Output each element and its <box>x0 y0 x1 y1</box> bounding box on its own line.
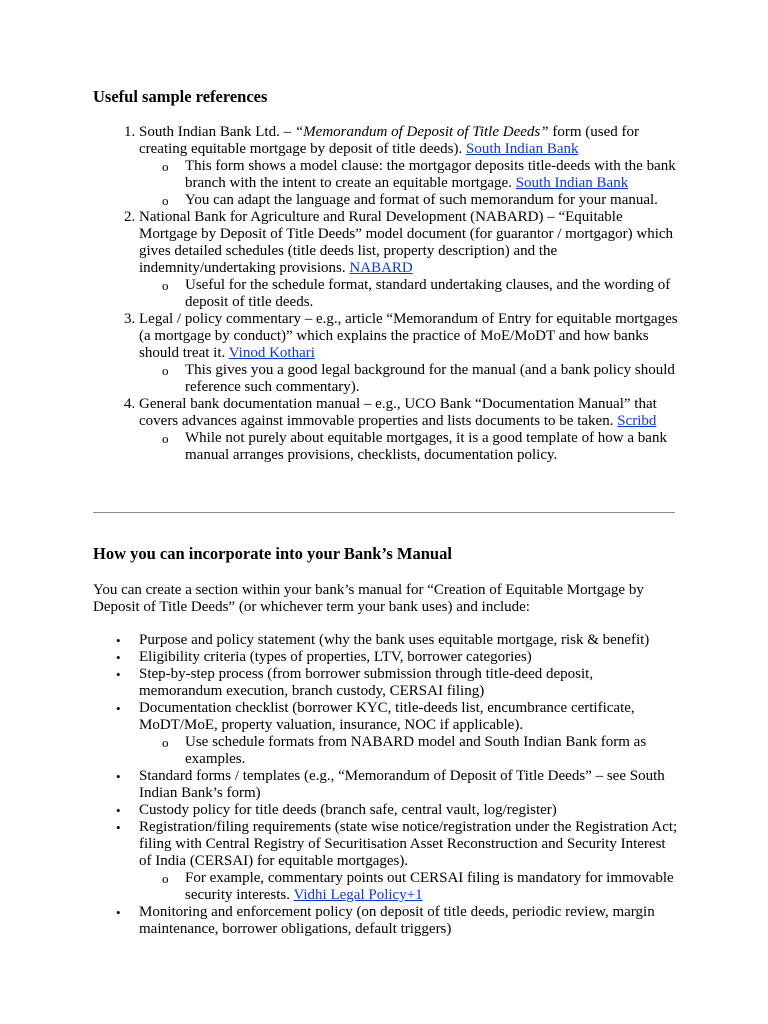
bullet-text: Standard forms / templates (e.g., “Memorandum of Deposit of Title Deeds” – see South Indian Bank’s form) <box>139 768 665 801</box>
bullet-text: Purpose and policy statement (why the bank uses equitable mortgage, risk & benefit) <box>139 632 650 648</box>
bullet-item <box>139 768 678 802</box>
references-list <box>93 124 678 464</box>
sub-item <box>185 734 678 768</box>
checklist-bullets <box>93 632 678 938</box>
bullet-item <box>139 819 678 904</box>
sub-item <box>185 870 678 904</box>
bullet-item <box>139 632 678 649</box>
sub-list <box>139 158 678 209</box>
sub-item-text: While not purely about equitable mortgages, it is a good template of how a bank manual arranges provisions, checklists, documentation policy. <box>185 430 667 463</box>
bullet-text: Monitoring and enforcement policy (on deposit of title deeds, periodic review, margin maintenance, borrower obligations, default triggers) <box>139 904 655 937</box>
reference-title: “Memorandum of Deposit of Title Deeds” <box>294 124 549 140</box>
bullet-text: Step-by-step process (from borrower submission through title-deed deposit, memorandum execution, branch custody, CERSAI filing) <box>139 666 594 699</box>
sub-list <box>139 362 678 396</box>
sub-item-text: Useful for the schedule format, standard undertaking clauses, and the wording of deposit of title deeds. <box>185 277 671 310</box>
source-link-vidhi-legal-policy[interactable]: Vidhi Legal Policy+1 <box>293 887 423 903</box>
reference-text: South Indian Bank Ltd. – <box>139 124 295 140</box>
sub-item <box>185 362 678 396</box>
source-link-vinod-kothari[interactable]: Vinod Kothari <box>228 345 315 361</box>
bullet-item <box>139 904 678 938</box>
sub-item-text: For example, commentary points out CERSAI filing is mandatory for immovable security interests. <box>185 870 674 903</box>
source-link-south-indian-bank[interactable]: South Indian Bank <box>515 175 629 191</box>
bullet-item <box>139 700 678 768</box>
intro-paragraph: You can create a section within your bank’s manual for “Creation of Equitable Mortgage by Deposit of Title Deeds” (or whichever term your bank uses) and include: <box>93 582 644 615</box>
bullet-item <box>139 649 678 666</box>
reference-item <box>139 396 678 464</box>
sub-list <box>139 734 678 768</box>
section-heading-incorporate: How you can incorporate into your Bank’s Manual <box>93 544 452 563</box>
sub-item <box>185 277 678 311</box>
sub-list <box>139 870 678 904</box>
bullet-item <box>139 666 678 700</box>
section-heading-references: Useful sample references <box>93 87 268 106</box>
bullet-text: Documentation checklist (borrower KYC, title-deeds list, encumbrance certificate, MoDT/MoE, property valuation, insurance, NOC if applicable). <box>139 700 635 733</box>
reference-text: General bank documentation manual – e.g., UCO Bank “Documentation Manual” that covers advances against immovable properties and lists documents to be taken. <box>139 396 657 429</box>
reference-text: form (used for creating equitable mortgage by deposit of title deeds). <box>139 124 639 157</box>
bullet-text: Registration/filing requirements (state wise notice/registration under the Registration Act; filing with Central Registry of Securitisation Asset Reconstruction and Security Interest of India (CERSAI) for equitable mortgages). <box>139 819 678 869</box>
sub-item-text: You can adapt the language and format of such memorandum for your manual. <box>185 192 658 208</box>
sub-item-text: Use schedule formats from NABARD model and South Indian Bank form as examples. <box>185 734 647 767</box>
sub-list <box>139 277 678 311</box>
reference-item <box>139 311 678 396</box>
reference-item <box>139 209 678 311</box>
sub-item <box>185 430 678 464</box>
sub-item <box>185 192 678 209</box>
bullet-text: Eligibility criteria (types of properties, LTV, borrower categories) <box>139 649 532 665</box>
reference-text: National Bank for Agriculture and Rural Development (NABARD) – “Equitable Mortgage by Deposit of Title Deeds” model document (for guarantor / mortgagor) which gives detailed schedules (title deeds list, property description) and the indemnity/undertaking provisions. <box>139 209 674 276</box>
sub-item-text: This gives you a good legal background for the manual (and a bank policy should reference such commentary). <box>185 362 675 395</box>
horizontal-divider <box>93 512 675 513</box>
reference-item <box>139 124 678 209</box>
sub-item-text: This form shows a model clause: the mortgagor deposits title-deeds with the bank branch with the intent to create an equitable mortgage. <box>185 158 676 191</box>
sub-item <box>185 158 678 192</box>
source-link-south-indian-bank[interactable]: South Indian Bank <box>465 141 579 157</box>
bullet-item <box>139 802 678 819</box>
reference-text: Legal / policy commentary – e.g., article “Memorandum of Entry for equitable mortgages (a mortgage by conduct)” which explains the practice of MoE/MoDT and how banks should treat it. <box>139 311 678 361</box>
bullet-text: Custody policy for title deeds (branch safe, central vault, log/register) <box>139 802 557 818</box>
sub-list <box>139 430 678 464</box>
source-link-nabard[interactable]: NABARD <box>349 260 413 276</box>
source-link-scribd[interactable]: Scribd <box>617 413 657 429</box>
